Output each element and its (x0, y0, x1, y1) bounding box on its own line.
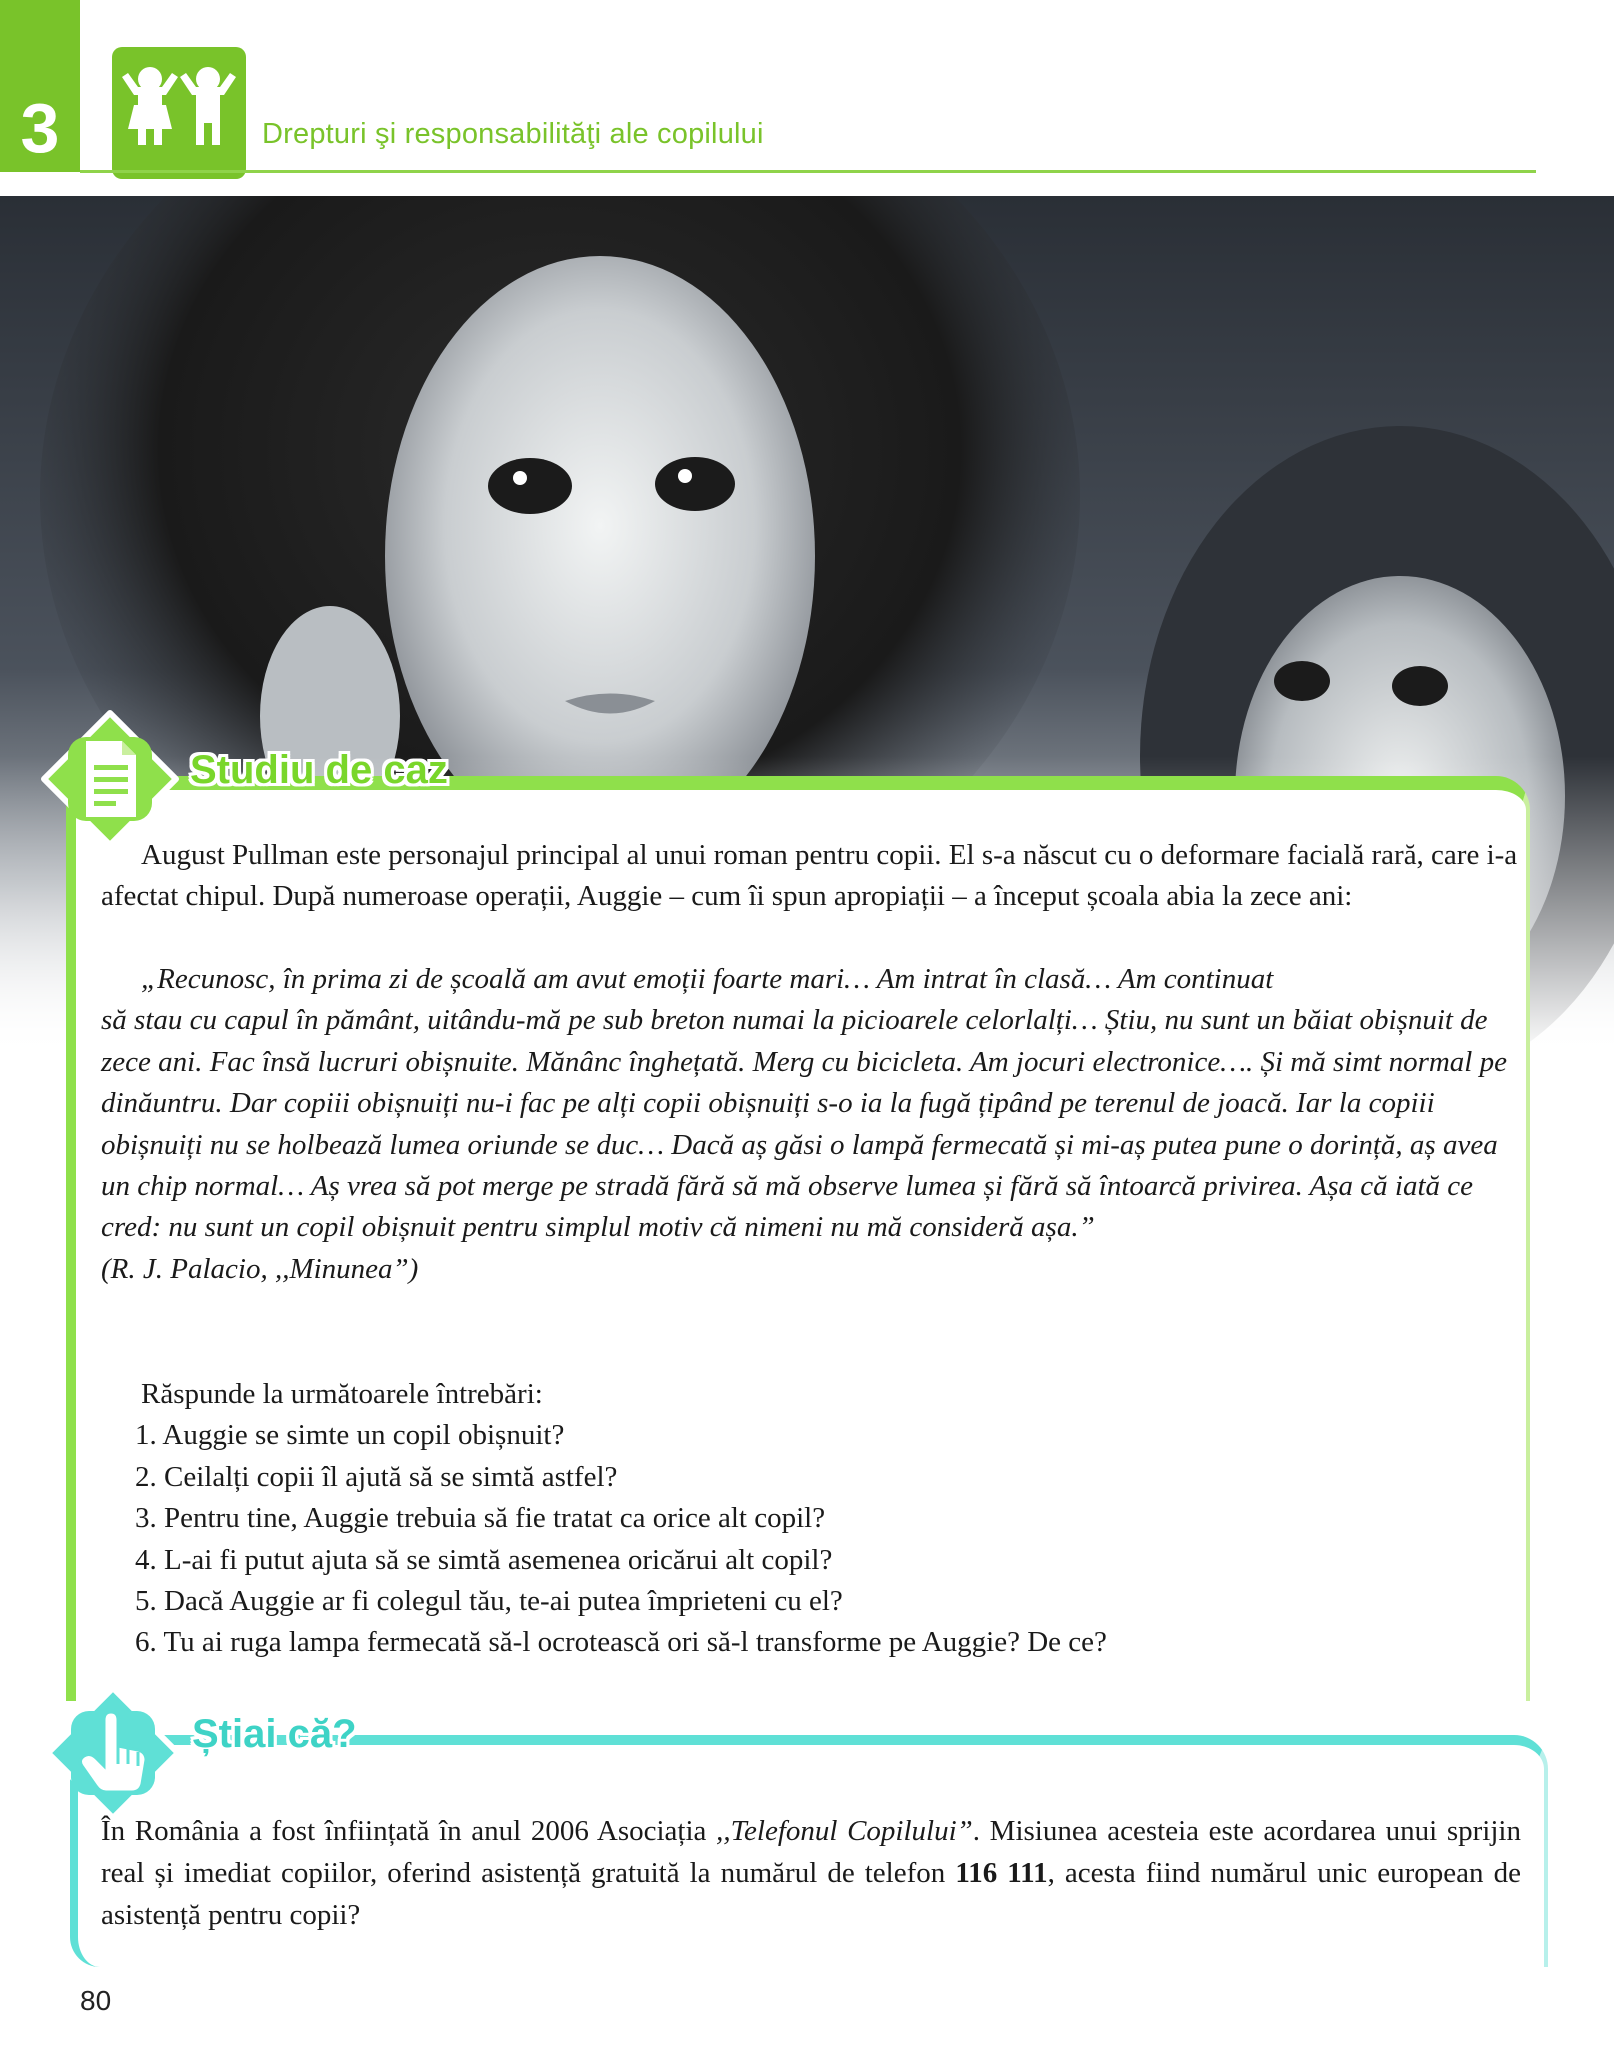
did-you-know-text (101, 1810, 1521, 1936)
questions-list (101, 1415, 1521, 1663)
quote-source: (R. J. Palacio, ,,Minunea”) (101, 1252, 419, 1285)
children-icon (112, 47, 246, 179)
chapter-title: Drepturi şi responsabilităţi ale copilului (262, 118, 764, 150)
question-item: 6. Tu ai ruga lampa fermecată să-l ocrotească ori să-l transforme pe Auggie? De ce? (135, 1626, 1107, 1659)
know-text-italic: ,,Telefonul Copilului” (716, 1815, 973, 1847)
question-item: 4. L-ai fi putut ajuta să se simtă asemenea oricărui alt copil? (135, 1543, 833, 1576)
question-item: 2. Ceilalți copii îl ajută să se simtă astfel? (135, 1460, 618, 1493)
phone-number: 116 111 (955, 1857, 1048, 1889)
know-text-part: , acesta fiind numărul unic european de asistență pentru copii? (101, 1857, 1521, 1931)
page-number: 80 (80, 1985, 112, 2016)
know-text-part: . Misiunea acesteia este acordarea unui sprijin real și imediat copiilor, oferind asistență gratuită la numărul de telefon (101, 1815, 1521, 1889)
chapter-number-box (0, 0, 80, 172)
question-item: 5. Dacă Auggie ar fi colegul tău, te-ai putea împrieteni cu el? (135, 1585, 843, 1618)
case-study-title: Studiu de caz (190, 748, 448, 792)
header-divider (80, 170, 1536, 173)
case-study-intro: August Pullman este personajul principal al unui roman pentru copii. El s-a născut cu o deformare facială rară, care i-a afectat chipul. După numeroase operații, Auggie – cum îi spun apropiații – a început școala abia la zece ani: (101, 839, 1518, 913)
know-text-part: În România a fost înființată în anul 2006 Asociația (101, 1815, 717, 1847)
questions-lead: Răspunde la următoarele întrebări: (141, 1378, 543, 1410)
question-item: 1. Auggie se simte un copil obișnuit? (135, 1419, 565, 1452)
question-item: 3. Pentru tine, Auggie trebuia să fie tratat ca orice alt copil? (135, 1502, 826, 1535)
questions-section (101, 1374, 1521, 1664)
quote-first-line: „Recunosc, în prima zi de școală am avut emoții foarte mari… Am intrat în clasă… Am continuat (141, 963, 1274, 995)
did-you-know-title: Știai că? (192, 1712, 357, 1756)
quote-body: să stau cu capul în pământ, uitându-mă pe sub breton numai la picioarele celorlalți… Știu, nu sunt un băiat obișnuit de zece ani. Fac însă lucruri obișnuite. Mănânc înghețată. Merg cu bicicleta. Am jocuri electronice…. Și mă simt normal pe dinăuntru. Dar copiii obișnuiți nu-i fac pe alți copii obișnuiți s-o ia la fugă țipând pe terenul de joacă. Iar la copiii obișnuiți nu se holbează lumea oriunde se duc… Dacă aș găsi o lampă fermecată și mi-aș putea pune o dorință, aș avea un chip normal… Aș vrea să pot merge pe stradă fără să mă observe lumea și fără să întoarcă privirea. Așa că iată ce cred: nu sunt un copil obișnuit pentru simplul motiv că nimeni nu mă consideră așa.” (101, 1004, 1507, 1244)
pointing-hand-icon (40, 1680, 186, 1826)
document-icon (36, 705, 184, 853)
case-study-quote (101, 959, 1521, 1290)
chapter-number: 3 (20, 89, 60, 167)
